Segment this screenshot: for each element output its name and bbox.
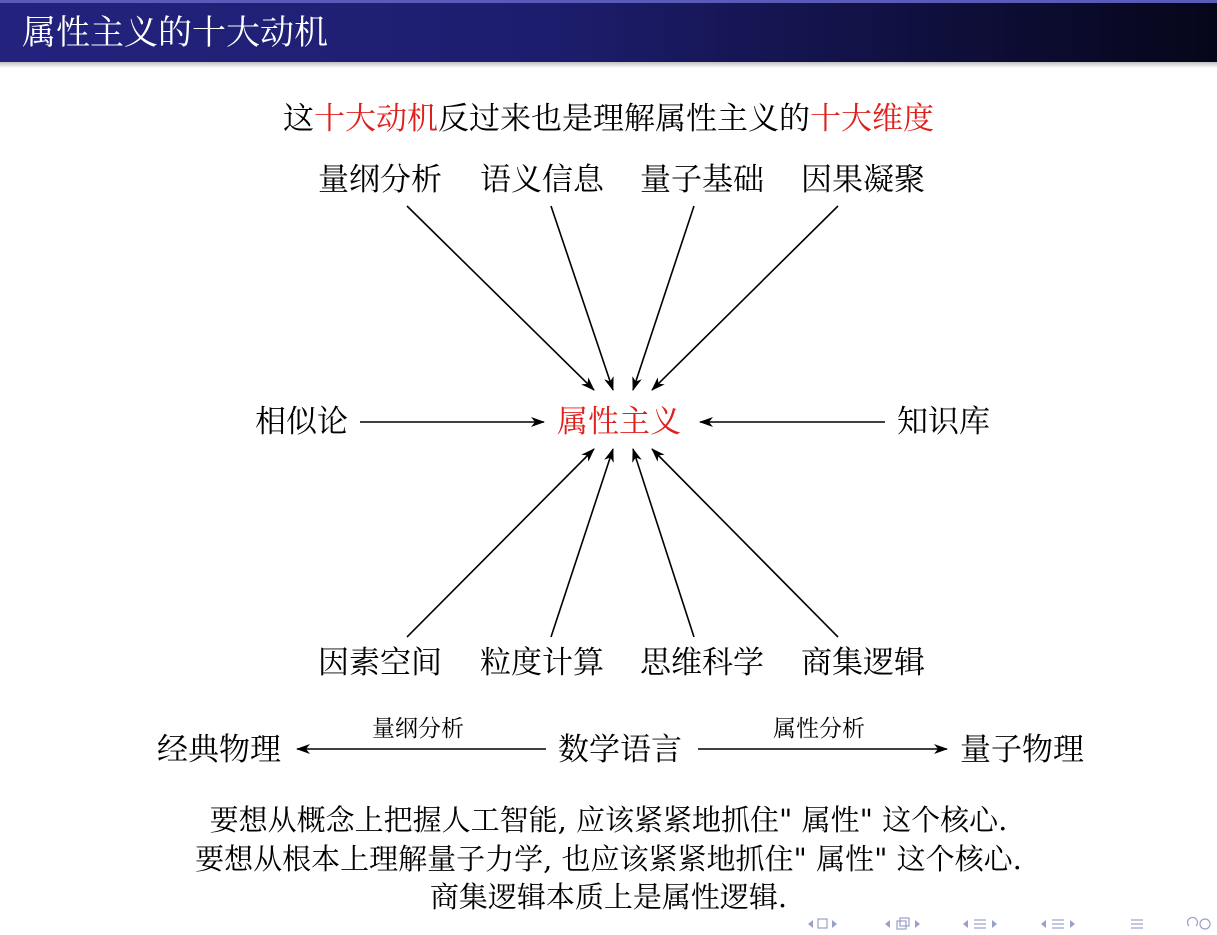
arrow-quantum-foundations-to-center <box>633 206 694 390</box>
subtitle-highlight-dimensions: 十大维度 <box>810 101 934 137</box>
top-node-causal-condensation: 因果凝聚 <box>801 162 925 198</box>
arrow-noetic-science-to-center <box>633 449 694 637</box>
summary-line-quantum: 要想从根本上理解量子力学, 也应该紧紧地抓住" 属性" 这个核心. <box>195 842 1022 876</box>
arrow-granular-computing-to-center <box>551 449 613 637</box>
left-node-similarity-theory: 相似论 <box>255 404 348 440</box>
relation-node-quantum-physics: 量子物理 <box>960 732 1084 768</box>
slide-title: 属性主义的十大动机 <box>22 13 328 53</box>
nav-prev-frame-icon[interactable] <box>808 919 837 928</box>
bottom-node-granular-computing: 粒度计算 <box>480 645 604 681</box>
relation-node-mathematical-language: 数学语言 <box>558 732 682 768</box>
nav-next-subsection-icon[interactable] <box>1041 920 1075 928</box>
bottom-node-factor-space: 因素空间 <box>318 645 442 681</box>
summary-line-quotient-logic: 商集逻辑本质上是属性逻辑. <box>429 880 788 914</box>
arrow-quotient-set-logic-to-center <box>652 449 838 637</box>
relation-node-classical-physics: 经典物理 <box>157 732 281 768</box>
top-node-quantum-foundations: 量子基础 <box>640 162 764 198</box>
nav-prev-subsection-icon[interactable] <box>963 920 997 928</box>
top-node-dimensional-analysis: 量纲分析 <box>318 162 442 198</box>
nav-toc-icon[interactable] <box>1131 920 1143 928</box>
relation-label-attribute-analysis: 属性分析 <box>773 716 865 742</box>
nav-search-icon[interactable] <box>1188 917 1211 929</box>
nav-next-frame-icon[interactable] <box>885 918 920 929</box>
subtitle-part-1: 这 <box>283 101 314 137</box>
arrow-dimensional-analysis-to-center <box>407 206 594 390</box>
subtitle-part-3: 反过来也是理解属性主义的 <box>438 101 810 137</box>
summary-line-ai: 要想从概念上把握人工智能, 应该紧紧地抓住" 属性" 这个核心. <box>209 803 1008 837</box>
arrow-semantic-information-to-center <box>551 206 613 390</box>
arrow-causal-condensation-to-center <box>652 206 838 390</box>
arrow-factor-space-to-center <box>407 449 594 637</box>
center-node-attributism: 属性主义 <box>557 404 681 440</box>
top-node-semantic-information: 语义信息 <box>480 162 604 198</box>
subtitle-highlight-motives: 十大动机 <box>314 101 438 137</box>
bottom-node-quotient-set-logic: 商集逻辑 <box>801 645 925 681</box>
beamer-navigation-bar <box>800 912 1217 935</box>
right-node-knowledge-base: 知识库 <box>897 404 990 440</box>
bottom-node-noetic-science: 思维科学 <box>640 645 764 681</box>
relation-label-dimensional-analysis: 量纲分析 <box>372 716 464 742</box>
